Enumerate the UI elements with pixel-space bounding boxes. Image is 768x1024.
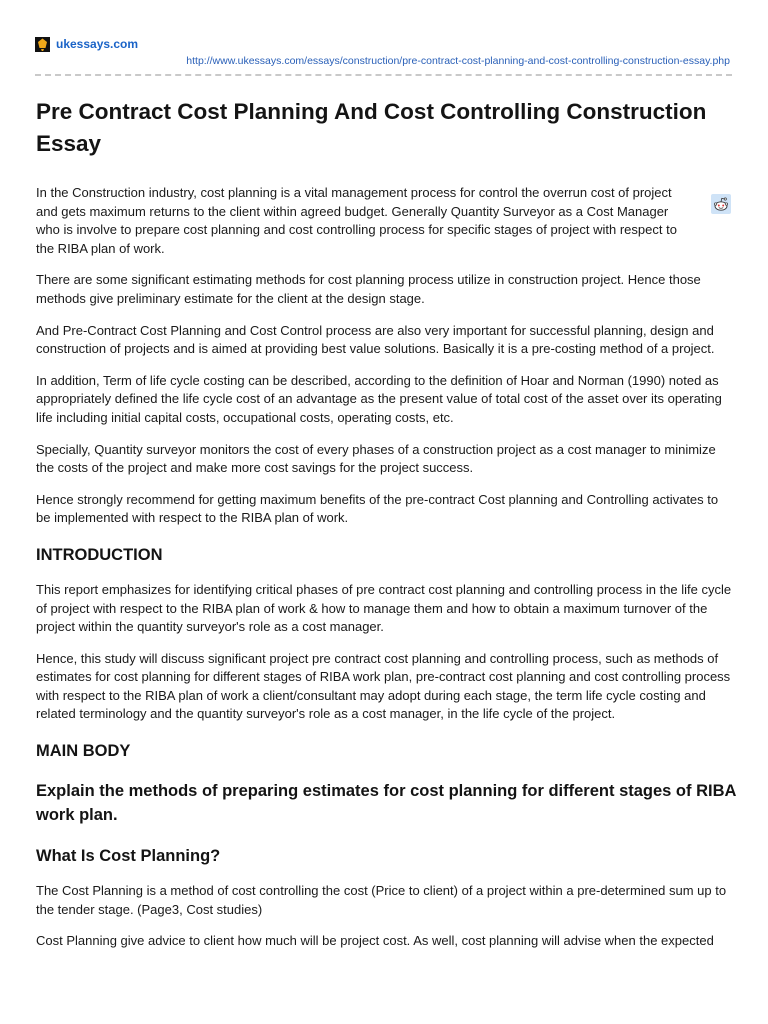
main-body-heading: MAIN BODY xyxy=(36,742,131,761)
ukessays-logo-icon[interactable] xyxy=(35,37,50,52)
intro-paragraph-3: And Pre-Contract Cost Planning and Cost Control process are also very important for successful planning, design and construction of projects and is aimed at providing best value solutions. Basically it is a pre-costing method of a project. xyxy=(36,322,715,357)
introduction-paragraph-2: Hence, this study will discuss significant project pre contract cost planning and controlling process, such as methods of estimates for cost planning for different stages of RIBA work plan, pre-contract cost planning and cost controlling process with respect to the RIBA plan of work a client/consultant may adopt during each stage, the term life cycle costing and related terminology and the quantity surveyor's role as a cost manager, in the life cycle of the project. xyxy=(36,650,731,722)
site-header xyxy=(35,35,732,77)
cost-planning-advice-line: Cost Planning give advice to client how much will be project cost. As well, cost planning will advise when the expected xyxy=(36,933,714,949)
cost-planning-paragraph: The Cost Planning is a method of cost controlling the cost (Price to client) of a project within a pre-determined sum up to the tender stage. (Page3, Cost studies) xyxy=(36,883,727,917)
header-divider xyxy=(35,74,732,76)
introduction-heading: INTRODUCTION xyxy=(36,545,163,564)
intro-paragraph-4: In addition, Term of life cycle costing can be described, according to the definition of Hoar and Norman (1990) noted as appropriately defined the life cycle cost of an advantage as the present value of total cost of the asset over its operating life including initial capital costs, occupational costs, operating costs, etc. xyxy=(36,372,722,425)
intro-paragraph-6: Hence strongly recommend for getting maximum benefits of the pre-contract Cost planning and Controlling activates to be implemented with respect to the RIBA plan of work. xyxy=(36,491,719,526)
article-title-line2: Essay xyxy=(36,131,102,156)
article-content xyxy=(36,96,736,951)
introduction-paragraph-1: This report emphasizes for identifying critical phases of pre contract cost planning and controlling process in the life cycle of project with respect to the RIBA plan of work & how to manage them and how to obtain a maximum turnover of the project within the quantity surveyor's role as a cost manager. xyxy=(36,581,732,635)
article-title xyxy=(36,96,736,160)
intro-paragraph-1: In the Construction industry, cost planning is a vital management process for control the overrun cost of project and gets maximum returns to the client within agreed budget. Generally Quantity Surveyor as a Cost Manager who is involve to prepare cost planning and cost controlling process for specific stages of project with respect to the RIBA plan of work. xyxy=(36,185,677,256)
article-title-line1: Pre Contract Cost Planning And Cost Controlling Construction xyxy=(36,99,707,124)
site-name-link[interactable]: ukessays.com xyxy=(56,37,139,51)
intro-paragraph-2: There are some significant estimating methods for cost planning process utilize in construction project. Hence those methods give preliminary estimate for the client at the design stage. xyxy=(36,272,701,306)
methods-heading: Explain the methods of preparing estimates for cost planning for different stages of RIBA work plan. xyxy=(36,782,736,825)
source-url-link[interactable]: http://www.ukessays.com/essays/construction/pre-contract-cost-planning-and-cost-controlling-construction-essay.php xyxy=(186,55,730,67)
intro-paragraph-5: Specially, Quantity surveyor monitors the cost of every phases of a construction project as a cost manager to minimize the costs of the project and make more cost savings for the project success. xyxy=(36,441,716,476)
cost-planning-heading: What Is Cost Planning? xyxy=(36,847,221,866)
